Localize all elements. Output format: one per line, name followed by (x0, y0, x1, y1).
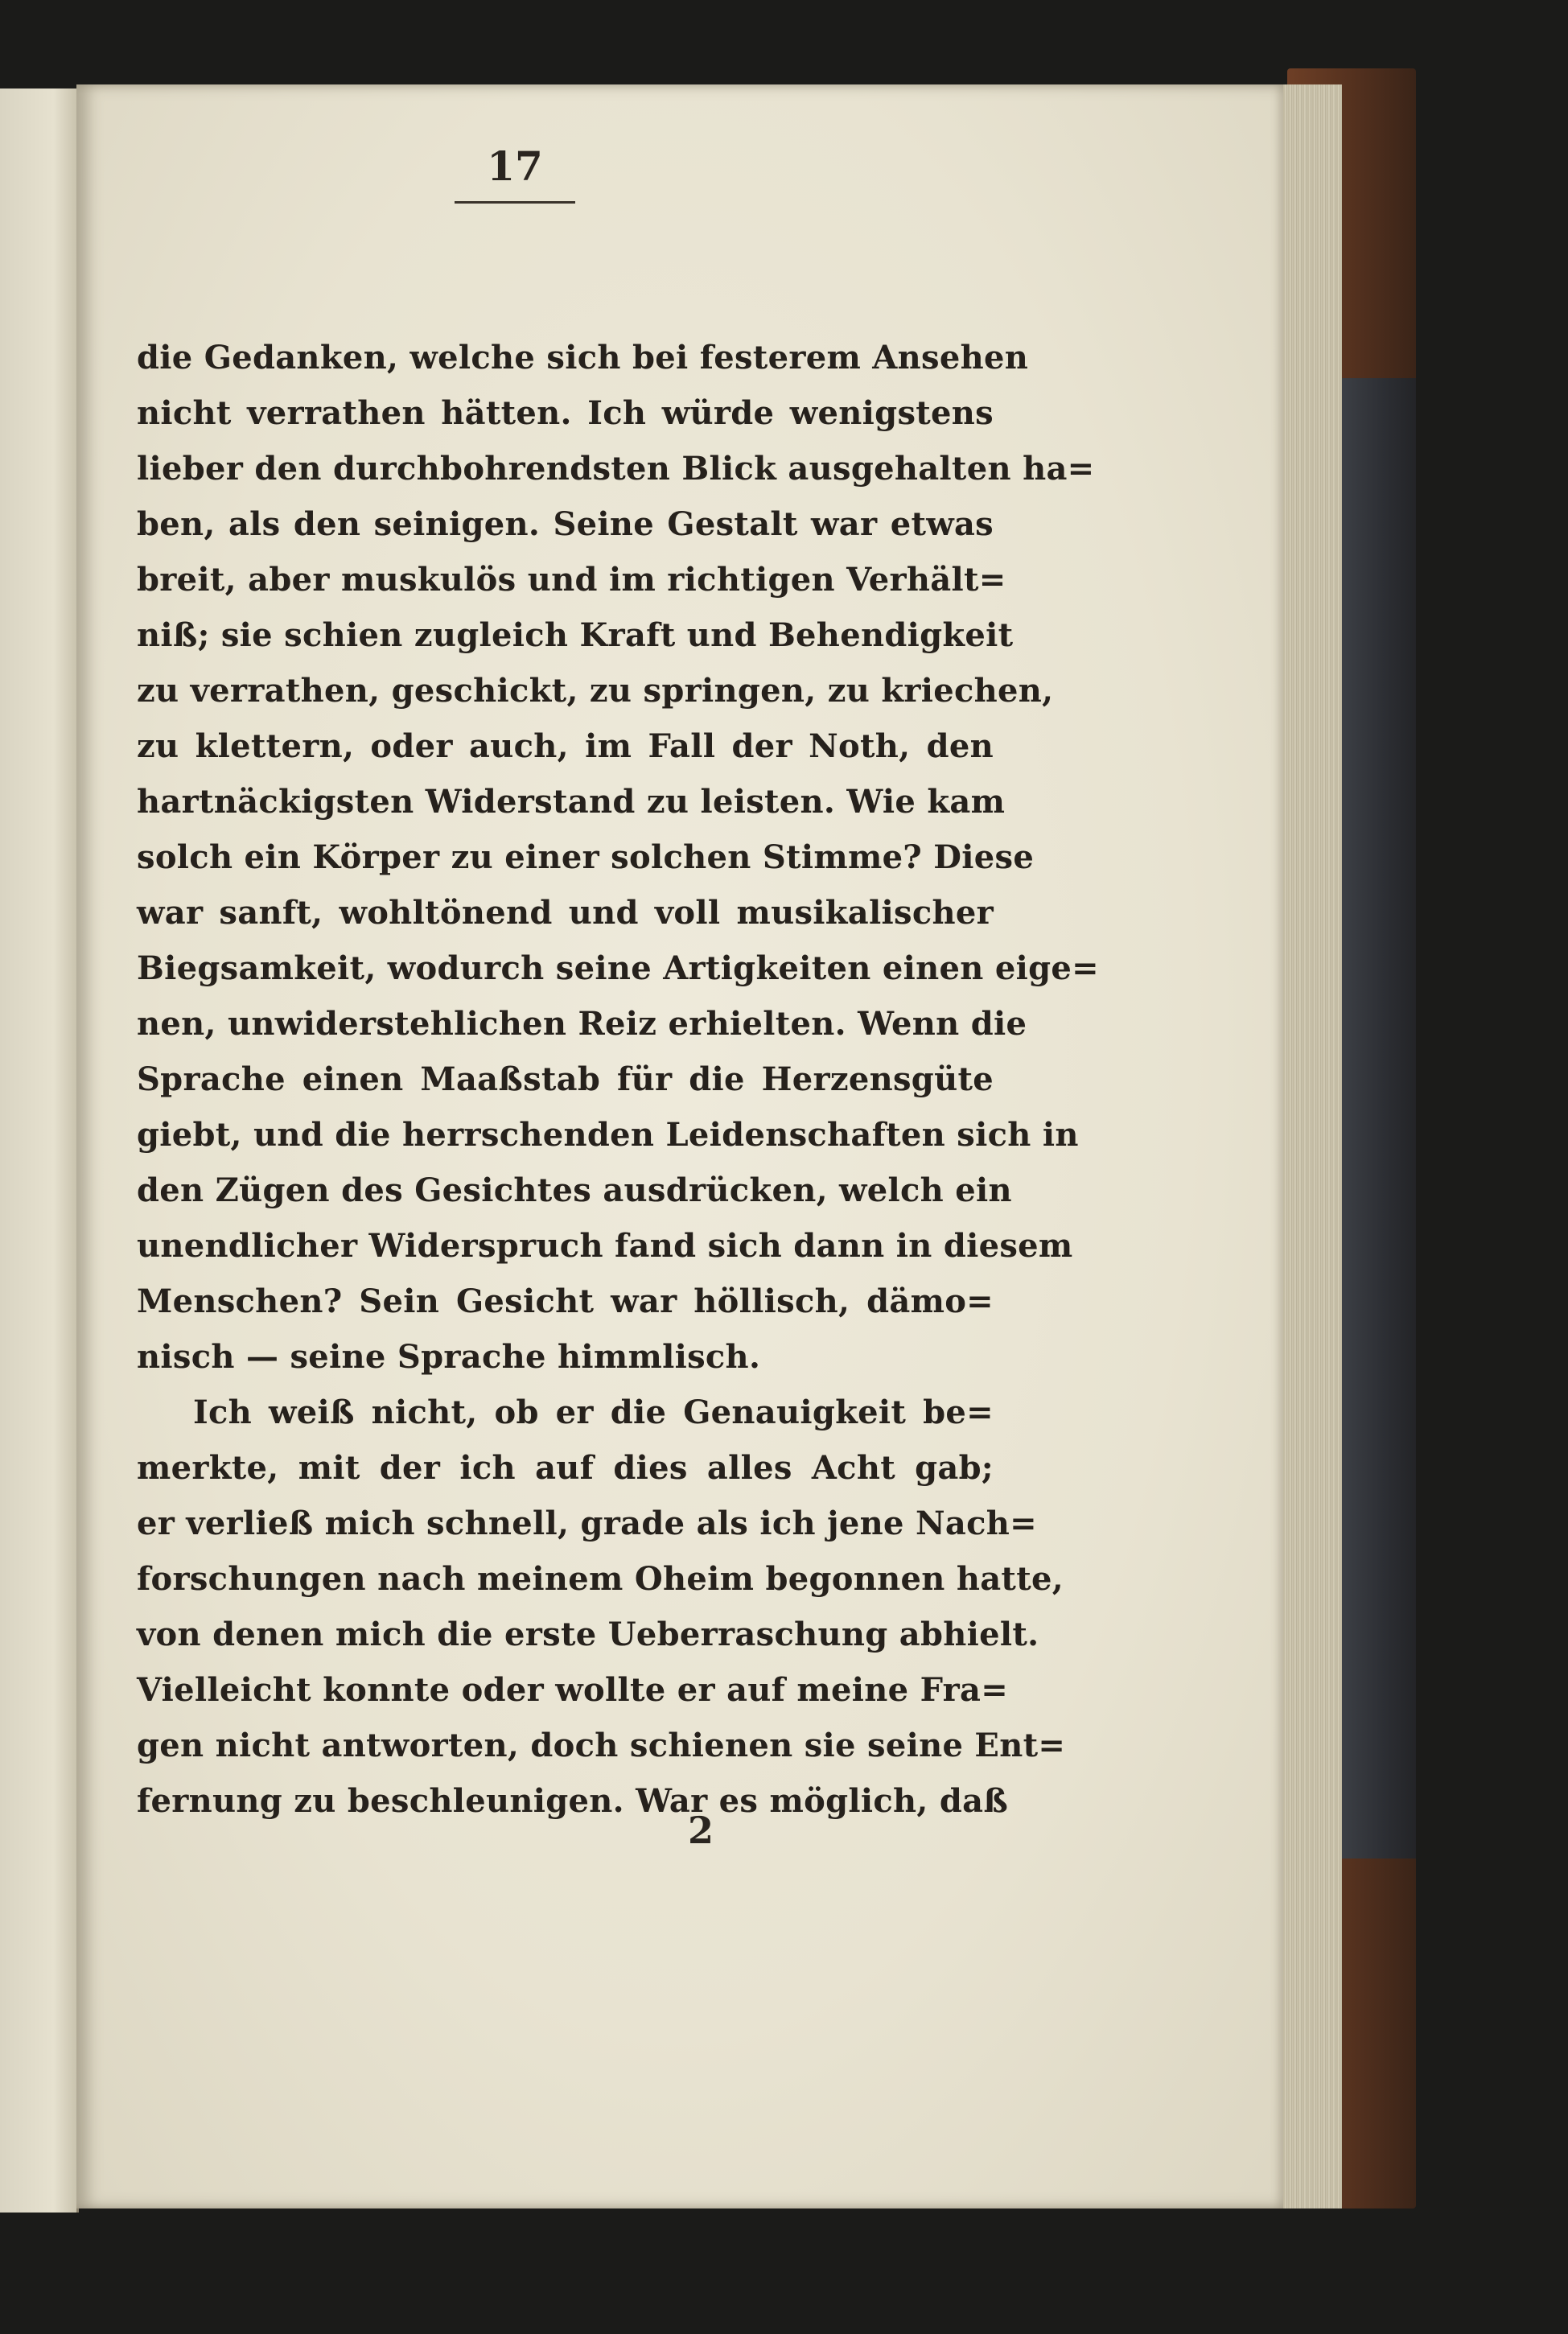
text-line: breit, aber muskulös und im richtigen Verhält= (137, 561, 1006, 599)
text-line: zu klettern, oder auch, im Fall der Noth, den (137, 727, 994, 765)
text-line: gen nicht antworten, doch schienen sie seine Ent= (137, 1727, 1066, 1764)
text-line: zu verrathen, geschickt, zu springen, zu kriechen, (137, 672, 1054, 710)
text-line: nisch — seine Sprache himmlisch. (137, 1338, 761, 1376)
text-line: lieber den durchbohrendsten Blick ausgehalten ha= (137, 450, 1095, 488)
cover-spine-band (1340, 378, 1416, 1859)
signature-mark: 2 (688, 1809, 714, 1852)
text-line: ben, als den seinigen. Seine Gestalt war etwas (137, 505, 994, 543)
text-line: unendlicher Widerspruch fand sich dann in diesem (137, 1227, 1073, 1265)
text-line: forschungen nach meinem Oheim begonnen hatte, (137, 1560, 1064, 1598)
text-line: Menschen? Sein Gesicht war höllisch, dämo= (137, 1282, 994, 1320)
text-line: fernung zu beschleunigen. War es möglich, daß (137, 1782, 1009, 1820)
text-line: war sanft, wohltönend und voll musikalischer (137, 894, 994, 932)
text-line: Sprache einen Maaßstab für die Herzensgüte (137, 1060, 994, 1098)
text-line: Biegsamkeit, wodurch seine Artigkeiten einen eige= (137, 949, 1099, 987)
text-line: von denen mich die erste Ueberraschung abhielt. (137, 1616, 1039, 1653)
text-line: die Gedanken, welche sich bei festerem Ansehen (137, 339, 1029, 377)
text-line: nen, unwiderstehlichen Reiz erhielten. Wenn die (137, 1005, 1027, 1043)
text-line: Vielleicht konnte oder wollte er auf meine Fra= (137, 1671, 1009, 1709)
page-block-edges (1278, 84, 1342, 2208)
text-line: er verließ mich schnell, grade als ich jene Nach= (137, 1505, 1037, 1542)
facing-page-edge (0, 89, 79, 2213)
text-line: hartnäckigsten Widerstand zu leisten. Wie kam (137, 783, 1006, 821)
header-rule (455, 201, 575, 204)
text-line: den Zügen des Gesichtes ausdrücken, welch ein (137, 1171, 1012, 1209)
text-line: nicht verrathen hätten. Ich würde wenigstens (137, 394, 994, 432)
text-line: giebt, und die herrschenden Leidenschaften sich in (137, 1116, 1079, 1154)
text-line: Ich weiß nicht, ob er die Genauigkeit be= (193, 1393, 994, 1431)
text-line: solch ein Körper zu einer solchen Stimme? Diese (137, 838, 1035, 876)
text-line: merkte, mit der ich auf dies alles Acht gab; (137, 1449, 994, 1487)
text-line: niß; sie schien zugleich Kraft und Behendigkeit (137, 616, 1014, 654)
page-number: 17 (487, 142, 543, 190)
page-header (455, 142, 575, 204)
body-text (137, 330, 1099, 1829)
